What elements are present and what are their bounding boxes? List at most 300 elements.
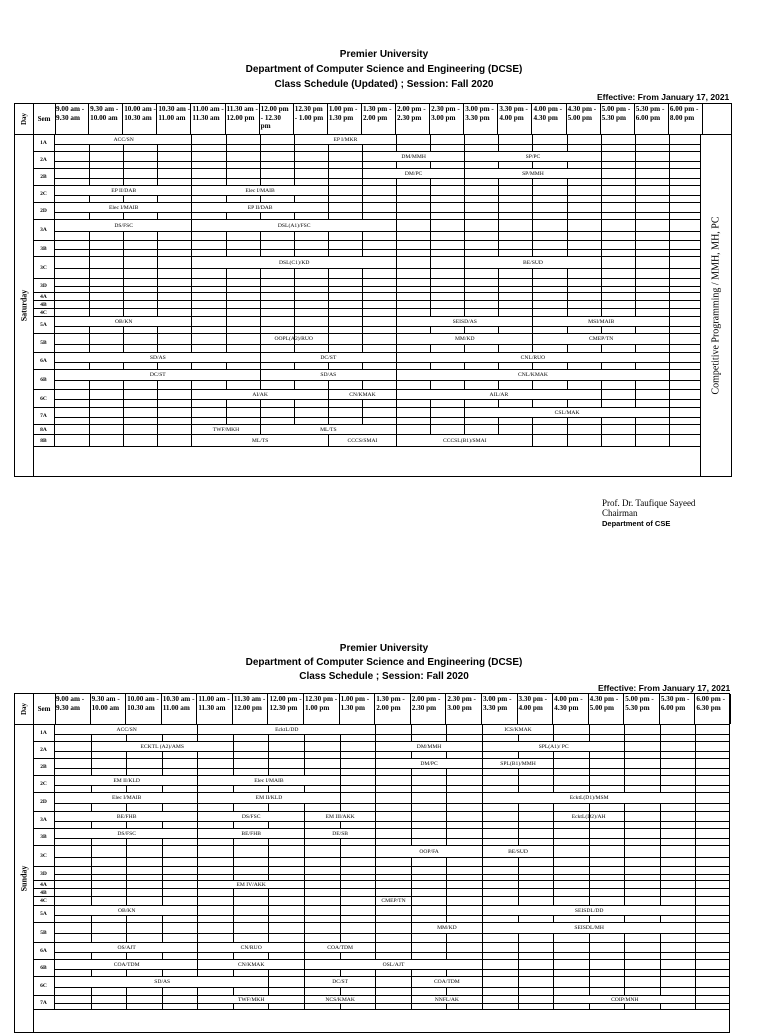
grid-line [601,220,602,240]
grid-line [233,906,234,922]
time-slot-header: 1.00 pm - 1.30 pm [340,694,376,724]
grid-line [157,152,158,168]
sem-cell: 8B [33,435,55,446]
department-title-2: Department of Computer Science and Engineering (DCSE) [245,657,523,668]
grid-line [89,293,90,300]
signatory-department: Department of CSE [602,519,671,528]
grid-line [532,435,533,446]
grid-line [518,977,519,995]
class-entry: SPL(A1)/ PC [483,742,624,751]
class-entry: TWF/MKH [198,996,304,1003]
grid-line [91,881,92,888]
sem-cell: 4A [33,881,55,888]
row-subline [55,838,729,839]
time-slot-header: 11.30 am - 12.00 pm [233,694,269,724]
grid-line [123,293,124,300]
grid-line [294,408,295,424]
sem-cell: 3A [33,220,55,240]
row-subline [55,326,701,327]
grid-line [624,960,625,976]
class-entry: OS/AJT [56,943,197,952]
class-entry: NCS/KMAK [305,996,375,1003]
grid-line [340,776,341,792]
sem-cell: 2D [33,203,55,219]
day-name: Sunday [19,865,29,892]
row-subline [55,969,729,970]
schedule-subtitle-1: Class Schedule (Updated) ; Session: Fall 2020 [274,79,494,90]
table-row [33,279,701,293]
table-row [33,169,701,186]
grid-line [411,829,412,845]
grid-line [260,293,261,300]
grid-line [430,309,431,316]
grid-line [328,317,329,333]
table-row [33,977,729,996]
table-row [33,135,701,152]
sem-cell: 6B [33,370,55,389]
grid-line [328,152,329,168]
grid-line [660,960,661,976]
sem-cell: 4C [33,309,55,316]
grid-line [660,776,661,792]
grid-line [430,301,431,308]
grid-line [162,846,163,866]
row-subline [55,344,701,345]
time-slot-header: 11.00 am - 11.30 am [197,694,233,724]
grid-line [197,897,198,905]
grid-line [567,309,568,316]
time-slot-header: 12.00 pm - 12.30 pm [260,104,294,134]
grid-line [464,135,465,151]
grid-line [375,906,376,922]
schedule-subtitle-2: Class Schedule ; Session: Fall 2020 [299,671,469,682]
grid-line [89,309,90,316]
class-entry: DC/ST [305,977,375,987]
sem-cell: 2A [33,152,55,168]
class-entry: EP I/MKR [295,135,396,144]
grid-line [553,881,554,888]
grid-line [624,889,625,896]
grid-line [304,906,305,922]
grid-line [89,425,90,434]
grid-line [695,742,696,758]
class-entry: Elec I/MAIB [56,793,197,803]
grid-line [126,881,127,888]
grid-line [482,881,483,888]
grid-line [340,759,341,775]
grid-line [375,829,376,845]
grid-line [498,309,499,316]
grid-line [157,301,158,308]
time-slot-header: 10.30 am - 11.00 am [162,694,198,724]
time-slot-header: 6.00 pm - 6.30 pm [695,694,731,724]
class-entry: BE/SUD [483,846,553,857]
row-subline [55,785,729,786]
grid-line [233,759,234,775]
grid-line [498,425,499,434]
class-entry: COA/TDM [412,977,482,987]
class-entry: CN/KMAK [329,390,396,399]
schedule-table-sunday [14,693,730,1033]
row-subline [55,144,701,145]
grid-line [624,943,625,959]
grid-line [396,293,397,300]
grid-line [660,759,661,775]
grid-line [695,725,696,741]
grid-line [411,793,412,811]
grid-line [396,135,397,151]
grid-line [553,977,554,995]
grid-line [669,203,670,219]
sem-cell: 5B [33,334,55,352]
row-subline [55,915,729,916]
grid-line [340,897,341,905]
class-entry: SD/AS [56,353,260,362]
university-title-2: Premier University [339,643,429,654]
grid-line [624,776,625,792]
grid-line [624,725,625,741]
time-slot-header: 5.30 pm - 6.00 pm [660,694,696,724]
grid-line [695,776,696,792]
grid-line [260,309,261,316]
class-entry: DC/ST [261,353,396,362]
class-entry: SD/AS [56,977,268,987]
grid-line [294,301,295,308]
grid-line [411,725,412,741]
sem-cell: 6C [33,977,55,995]
grid-line [498,135,499,151]
table-row [33,725,729,742]
table-row [33,996,729,1010]
grid-line [589,759,590,775]
grid-line [695,943,696,959]
grid-line [123,435,124,446]
grid-line [446,725,447,741]
sem-cell: 6C [33,390,55,407]
row-subline [55,821,729,822]
grid-line [226,152,227,168]
class-entry: Elec I/MAIB [198,776,339,785]
row-subline [55,874,729,875]
row-subline [55,231,701,232]
table-row [33,960,729,977]
grid-line [260,301,261,308]
class-entry: EM IV/AKK [198,881,304,888]
grid-line [601,309,602,316]
grid-line [157,435,158,446]
grid-line [191,293,192,300]
grid-line [396,186,397,202]
grid-line [340,846,341,866]
grid-line [635,220,636,240]
grid-line [532,220,533,240]
time-slot-header: 10.00 am - 10.30 am [123,104,157,134]
grid-line [226,408,227,424]
signatory-title: Chairman [602,508,638,518]
grid-line [162,897,163,905]
grid-line [340,881,341,888]
sem-cell: 2D [33,793,55,811]
row-subline [55,249,701,250]
table-row [33,829,729,846]
class-entry: OOP/FA [376,846,482,857]
table-row [33,301,701,309]
grid-line [624,829,625,845]
grid-line [430,186,431,202]
time-slot-header: 9.00 am - 9.30 am [55,694,91,724]
table-row [33,370,701,390]
grid-line [446,881,447,888]
grid-line [91,759,92,775]
grid-line [601,152,602,168]
class-entry: BE/FHB [198,829,304,838]
grid-line [567,293,568,300]
class-entry: ACC/SN [56,725,197,734]
grid-line [482,943,483,959]
table-row [33,293,701,301]
grid-line [396,309,397,316]
grid-line [567,220,568,240]
grid-line [518,960,519,976]
class-entry: SEISDL/DD [483,906,695,915]
table-row [33,943,729,960]
class-entry: MSI/MAIB [533,317,668,326]
time-slot-header: 1.30 pm - 2.00 pm [375,694,411,724]
grid-line [157,309,158,316]
signatory-name: Prof. Dr. Taufique Sayeed [602,498,696,508]
grid-line [532,293,533,300]
grid-line [589,960,590,976]
time-slot-header: 12.30 pm - 1.00 pm [304,694,340,724]
grid-line [375,776,376,792]
class-entry: CCCSL(B1)/SMAI [397,435,532,446]
class-entry: SD/AS [261,370,396,380]
time-slot-header: 5.00 pm - 5.30 pm [624,694,660,724]
grid-line [375,725,376,741]
grid-line [226,317,227,333]
grid-line [553,846,554,866]
sem-cell: 2B [33,169,55,185]
grid-line [518,829,519,845]
class-entry: MM/KD [412,923,482,933]
grid-line [123,169,124,185]
sem-cell: 4B [33,889,55,896]
sem-cell: 7A [33,408,55,424]
grid-line [567,435,568,446]
grid-line [328,408,329,424]
grid-line [624,846,625,866]
grid-line [233,889,234,896]
grid-line [624,897,625,905]
grid-line [482,977,483,995]
grid-line [589,889,590,896]
sem-cell: 2A [33,742,55,758]
grid-line [518,897,519,905]
grid-line [396,301,397,308]
grid-line [191,152,192,168]
grid-line [340,889,341,896]
grid-line [375,977,376,995]
sem-cell: 2B [33,759,55,775]
grid-line [601,301,602,308]
class-entry-extra: EcktL(D2)/AH [571,813,606,820]
grid-line [260,169,261,185]
grid-line [411,889,412,896]
day-cell [15,135,34,476]
time-slot-header: 2.00 pm - 2.30 pm [396,104,430,134]
day-column-label: Day [20,702,28,716]
grid-line [464,293,465,300]
table-row [33,309,701,317]
sem-cell: 1A [33,725,55,741]
row-subline [55,286,701,287]
grid-line [635,301,636,308]
side-label: Competitive Programming / MMH, MH, PC [710,216,722,395]
class-entry: DC/ST [56,370,260,380]
class-entry: NNFL/AK [412,996,482,1003]
grid-line [362,293,363,300]
grid-line [635,293,636,300]
grid-line [123,425,124,434]
grid-line [260,152,261,168]
side-column [700,135,731,476]
sem-cell: 7A [33,996,55,1009]
grid-line [660,725,661,741]
grid-line [498,301,499,308]
grid-line [226,293,227,300]
table-row [33,241,701,257]
grid-line [518,943,519,959]
grid-line [304,742,305,758]
grid-line [695,759,696,775]
grid-line [260,135,261,151]
grid-line [89,301,90,308]
time-slot-header: 3.00 pm - 3.30 pm [464,104,498,134]
time-slot-header: 12.30 pm - 1.00 pm [294,104,328,134]
grid-line [375,889,376,896]
grid-line [482,776,483,792]
class-entry: CNL/RUO [397,353,669,362]
grid-line [396,220,397,240]
class-entry: ML/TS [261,425,396,434]
grid-line [660,977,661,995]
sem-cell: 5A [33,317,55,333]
time-slot-header: 10.00 am - 10.30 am [126,694,162,724]
class-entry: SPL(B1)/MMH [483,759,553,768]
grid-line [464,186,465,202]
class-entry: DE/SB [305,829,375,838]
class-entry: DS/FSC [56,829,197,838]
grid-line [553,960,554,976]
time-slot-header: 2.30 pm - 3.00 pm [430,104,464,134]
grid-line [669,435,670,446]
sem-cell: 6A [33,943,55,959]
class-entry: COIP/MNH [554,996,695,1003]
grid-line [191,301,192,308]
class-entry: EM II/KLD [56,776,197,785]
table-row [33,390,701,408]
grid-line [660,846,661,866]
grid-line [464,220,465,240]
grid-line [635,186,636,202]
grid-line [624,759,625,775]
table-row [33,742,729,759]
grid-line [233,897,234,905]
header-row [15,694,729,725]
table-row [33,759,729,776]
grid-line [669,293,670,300]
grid-line [191,169,192,185]
class-entry: DM/PC [376,759,482,768]
grid-line [695,977,696,995]
grid-line [123,408,124,424]
day-name: Saturday [19,289,29,322]
grid-line [589,725,590,741]
class-entry: AIL/AR [397,390,601,399]
grid-line [362,186,363,202]
class-entry: SEISDL/MH [483,923,695,933]
grid-line [89,334,90,352]
grid-line [328,203,329,219]
grid-line [430,408,431,424]
grid-line [589,881,590,888]
grid-line [695,897,696,905]
grid-line [268,897,269,905]
grid-line [635,203,636,219]
department-title-1: Department of Computer Science and Engineering (DCSE) [245,64,523,75]
grid-line [669,186,670,202]
grid-line [567,135,568,151]
grid-line [601,293,602,300]
table-row [33,897,729,906]
grid-line [411,812,412,828]
grid-line [532,301,533,308]
table-row [33,793,729,812]
row-subline [55,933,729,934]
row-subline [55,1003,729,1004]
grid-line [294,317,295,333]
grid-line [532,203,533,219]
grid-line [624,742,625,758]
day-column-header [15,694,34,724]
time-slot-header: 3.30 pm - 4.00 pm [518,694,554,724]
row-subline [55,751,729,752]
table-row [33,220,701,241]
grid-line [430,293,431,300]
grid-line [226,135,227,151]
time-slot-header: 9.00 am - 9.30 am [55,104,89,134]
grid-line [233,742,234,758]
row-subline [55,362,701,363]
grid-line [375,881,376,888]
class-entry: Elec I/MAIB [56,203,191,212]
grid-line [268,759,269,775]
grid-line [340,742,341,758]
grid-line [695,846,696,866]
grid-line [362,301,363,308]
class-entry: EM II/KLD [198,793,339,803]
grid-line [446,943,447,959]
grid-line [635,425,636,434]
class-entry: DS/FSC [198,812,304,821]
sem-cell: 4C [33,897,55,905]
grid-line [91,889,92,896]
grid-line [191,317,192,333]
grid-line [601,135,602,151]
sem-cell: 6A [33,353,55,369]
class-entry: CN/RUO [198,943,304,952]
grid-line [635,309,636,316]
